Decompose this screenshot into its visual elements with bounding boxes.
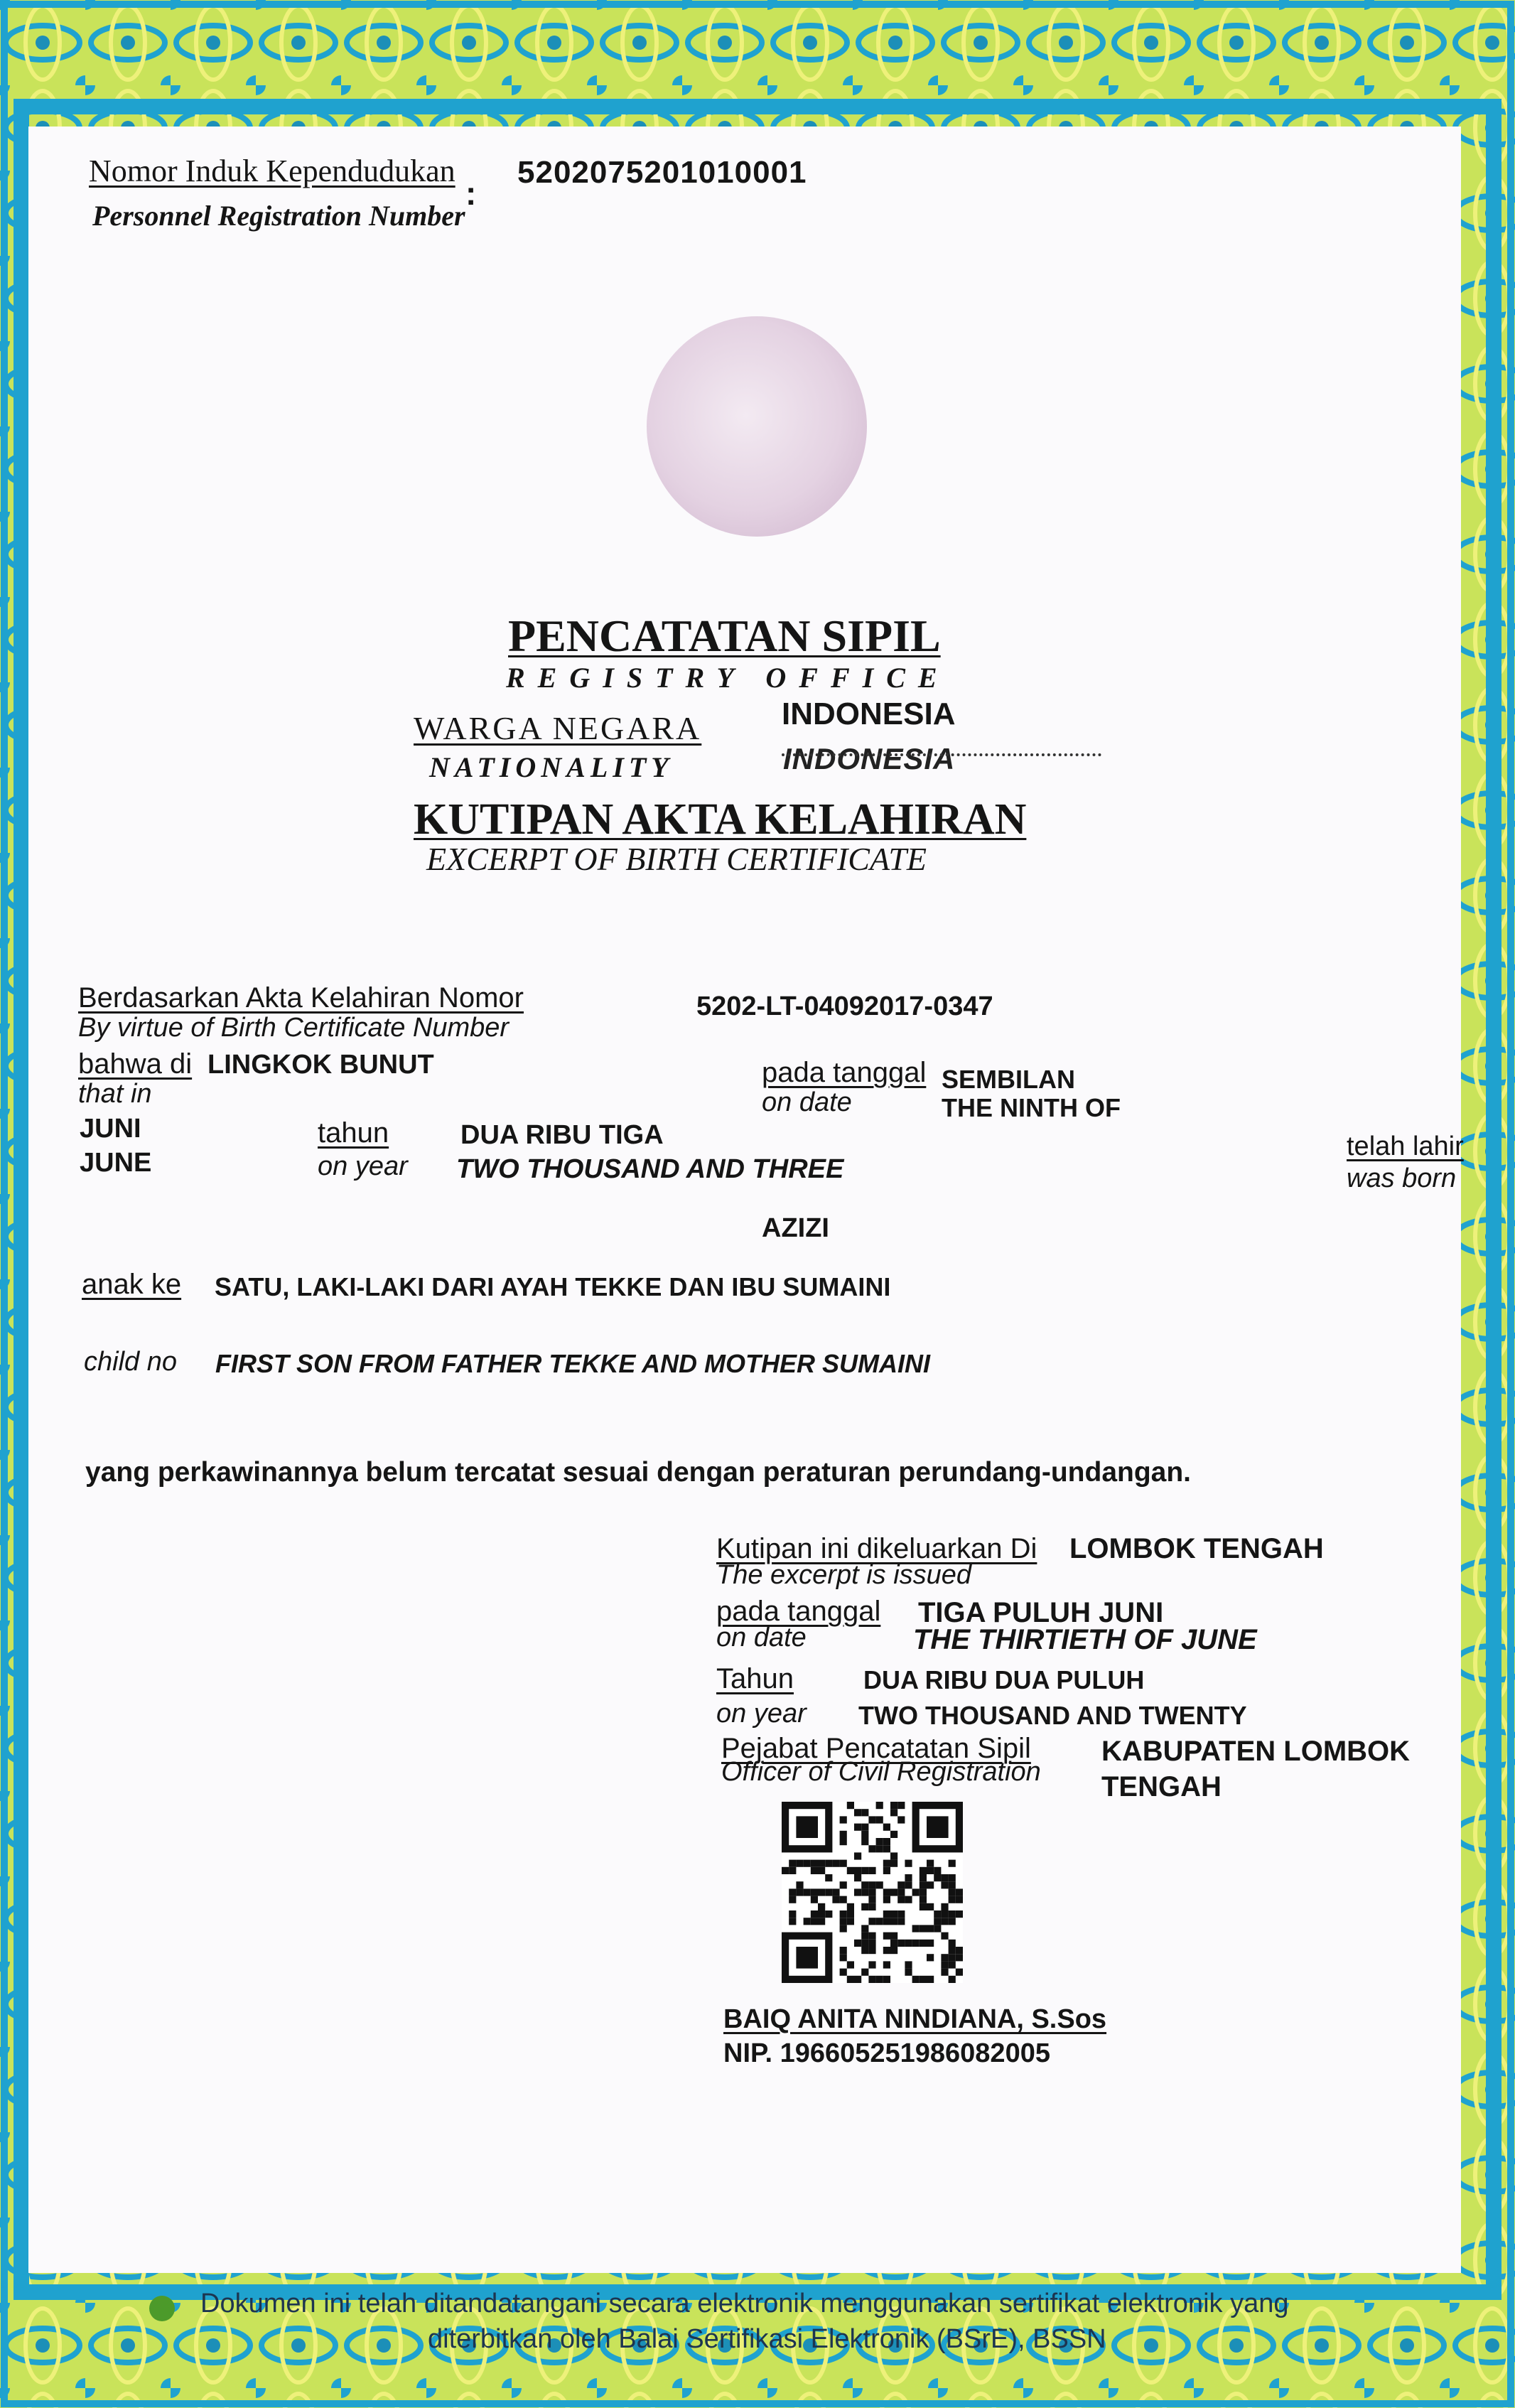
child-order-label-en: child no xyxy=(84,1347,177,1377)
nationality-value-en: INDONESIA xyxy=(783,742,956,775)
birth-month-id: JUNI xyxy=(80,1114,141,1144)
cert-number-value: 5202-LT-04092017-0347 xyxy=(696,991,993,1021)
issued-label-en: The excerpt is issued xyxy=(716,1560,972,1590)
marriage-note: yang perkawinannya belum tercatat sesuai dengan peraturan perundang-undangan. xyxy=(85,1457,1192,1488)
place-value: LINGKOK BUNUT xyxy=(207,1050,434,1080)
photo-seal xyxy=(647,316,867,537)
issued-date-label-en: on date xyxy=(716,1623,807,1652)
birth-date-label-id: pada tanggal xyxy=(762,1057,927,1088)
signer-name: BAIQ ANITA NINDIANA, S.Sos xyxy=(723,2004,1107,2034)
nationality-value-id: INDONESIA xyxy=(782,697,956,731)
qr-code xyxy=(782,1802,963,1983)
signer-nip: NIP. 196605251986082005 xyxy=(723,2038,1050,2068)
document-title-id: KUTIPAN AKTA KELAHIRAN xyxy=(414,795,1027,844)
child-order-label-id: anak ke xyxy=(82,1269,182,1300)
place-label-en: that in xyxy=(78,1079,152,1109)
nationality-label-en: NATIONALITY xyxy=(429,751,674,783)
nationality-label-id: WARGA NEGARA xyxy=(414,710,702,746)
birth-year-value-id: DUA RIBU TIGA xyxy=(460,1120,664,1150)
issued-year-label-en: on year xyxy=(716,1699,807,1729)
footer-banner xyxy=(0,2274,1515,2367)
place-label-id: bahwa di xyxy=(78,1048,193,1080)
nik-label-id: Nomor Induk Kependudukan xyxy=(89,154,455,188)
issued-date-value-en: THE THIRTIETH OF JUNE xyxy=(913,1624,1257,1655)
issued-date-value-id: TIGA PULUH JUNI xyxy=(918,1597,1164,1628)
nationality-dotted-line xyxy=(782,753,1101,756)
officer-region-line2: TENGAH xyxy=(1101,1771,1222,1802)
birth-date-value-en: THE NINTH OF xyxy=(942,1093,1121,1122)
bullet-dot xyxy=(149,2296,175,2321)
issued-label-id: Kutipan ini dikeluarkan Di xyxy=(716,1533,1037,1564)
nik-label-en: Personnel Registration Number xyxy=(92,200,465,232)
issued-year-value-en: TWO THOUSAND AND TWENTY xyxy=(858,1701,1247,1730)
born-label-id: telah lahir xyxy=(1347,1132,1464,1161)
officer-region-line1: KABUPATEN LOMBOK xyxy=(1101,1736,1411,1767)
issued-year-value-id: DUA RIBU DUA PULUH xyxy=(863,1665,1145,1694)
birth-year-label-en: on year xyxy=(318,1151,408,1181)
nik-colon: : xyxy=(465,175,477,212)
born-label-en: was born xyxy=(1347,1163,1457,1193)
nik-value: 5202075201010001 xyxy=(517,155,807,190)
issued-year-label-id: Tahun xyxy=(716,1663,794,1694)
officer-label-en: Officer of Civil Registration xyxy=(721,1757,1041,1787)
birth-month-en: JUNE xyxy=(80,1148,152,1178)
footer-line-2: diterbitkan oleh Balai Sertifikasi Elektronik (BSrE), BSSN xyxy=(428,2324,1106,2354)
child-name: AZIZI xyxy=(762,1213,829,1243)
issued-date-label-id: pada tanggal xyxy=(716,1596,881,1627)
child-order-value-id: SATU, LAKI-LAKI DARI AYAH TEKKE DAN IBU SUMAINI xyxy=(215,1272,891,1301)
document-title-en: EXCERPT OF BIRTH CERTIFICATE xyxy=(426,841,927,877)
footer-line-1: Dokumen ini telah ditandatangani secara elektronik menggunakan sertifikat elektronik yang xyxy=(200,2289,1289,2318)
birth-date-value-id: SEMBILAN xyxy=(942,1065,1075,1094)
office-title-en: REGISTRY OFFICE xyxy=(506,662,950,694)
officer-label-id: Pejabat Pencatatan Sipil xyxy=(721,1733,1031,1764)
cert-number-label-en: By virtue of Birth Certificate Number xyxy=(78,1013,510,1043)
birth-year-value-en: TWO THOUSAND AND THREE xyxy=(456,1154,844,1184)
cert-number-label-id: Berdasarkan Akta Kelahiran Nomor xyxy=(78,982,524,1014)
birth-year-label-id: tahun xyxy=(318,1117,389,1149)
issued-place: LOMBOK TENGAH xyxy=(1069,1533,1324,1564)
child-order-value-en: FIRST SON FROM FATHER TEKKE AND MOTHER SUMAINI xyxy=(215,1349,930,1378)
birth-date-label-en: on date xyxy=(762,1087,852,1117)
office-title-id: PENCATATAN SIPIL xyxy=(508,611,941,661)
